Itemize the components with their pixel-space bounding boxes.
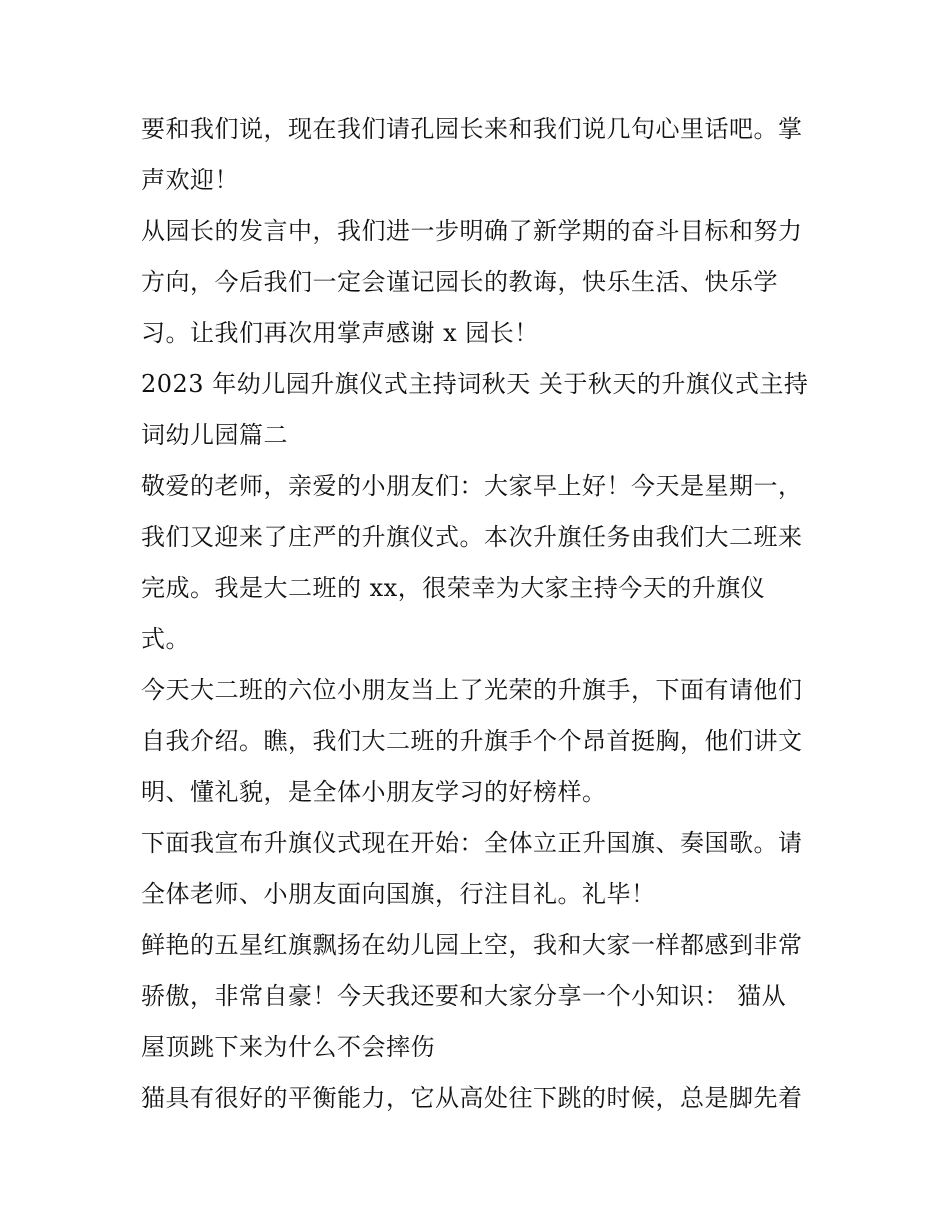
paragraph: 鲜艳的五星红旗飘扬在幼儿园上空，我和大家一样都感到非常 骄傲，非常自豪！今天我还要和大家分享一个小知识： 猫从 屋顶跳下来为什么不会摔伤 xyxy=(141,931,803,1061)
paragraph: 从园长的发言中，我们进一步明确了新学期的奋斗目标和努力 方向，今后我们一定会谨记园长的教诲，快乐生活、快乐学 习。让我们再次用掌声感谢 x 园长！ xyxy=(141,217,803,347)
paragraph: 要和我们说，现在我们请孔园长来和我们说几句心里话吧。掌 声欢迎！ xyxy=(141,115,803,194)
paragraph: 下面我宣布升旗仪式现在开始：全体立正升国旗、奏国歌。请 全体老师、小朋友面向国旗，行注目礼。礼毕！ xyxy=(141,829,803,908)
section-heading: 2023 年幼儿园升旗仪式主持词秋天 关于秋天的升旗仪式主持 词幼儿园篇二 xyxy=(141,370,809,449)
document-body xyxy=(141,104,813,1124)
paragraph: 敬爱的老师，亲爱的小朋友们：大家早上好！今天是星期一， 我们又迎来了庄严的升旗仪式。本次升旗任务由我们大二班来 完成。我是大二班的 xx，很荣幸为大家主持今天的升旗仪 式。 xyxy=(141,472,803,653)
paragraph: 猫具有很好的平衡能力，它从高处往下跳的时候，总是脚先着 xyxy=(141,1084,803,1112)
paragraph: 今天大二班的六位小朋友当上了光荣的升旗手，下面有请他们 自我介绍。瞧，我们大二班的升旗手个个昂首挺胸，他们讲文 明、懂礼貌，是全体小朋友学习的好榜样。 xyxy=(141,676,803,806)
